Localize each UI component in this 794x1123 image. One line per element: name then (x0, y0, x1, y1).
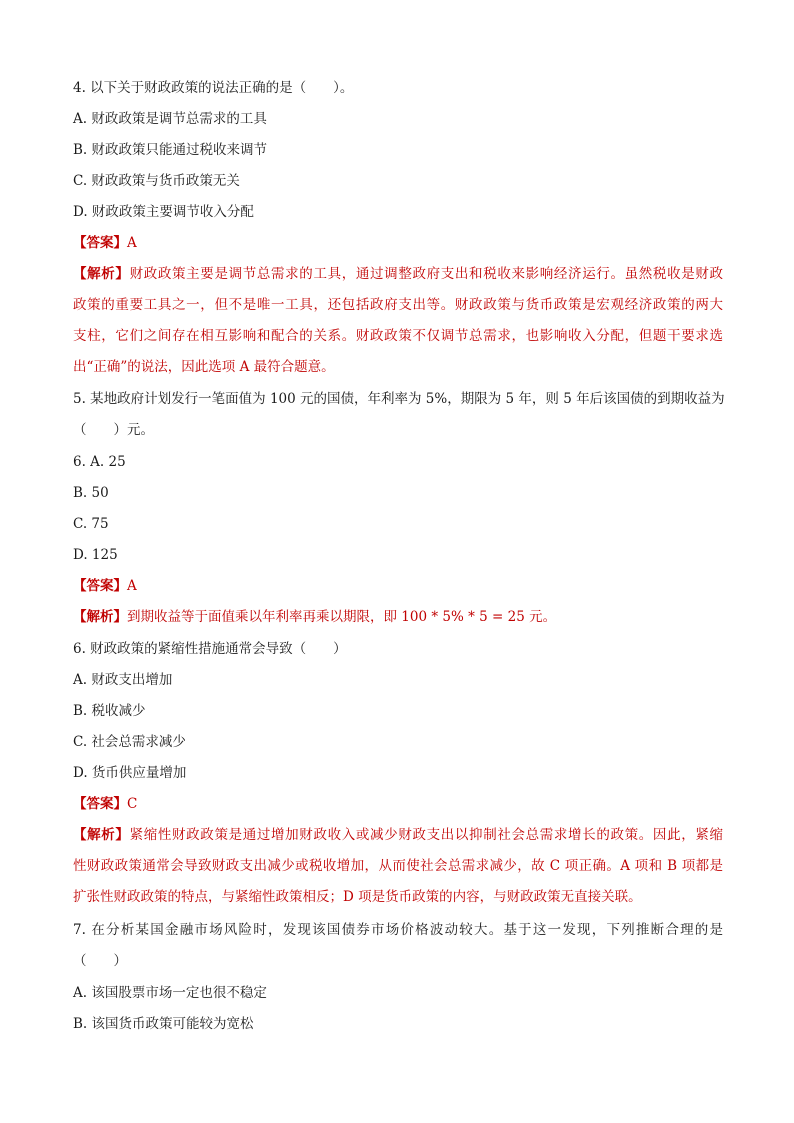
analysis-tag: 【解析】 (73, 266, 130, 282)
question-6-stem: 6. 财政政策的紧缩性措施通常会导致（ ） (73, 641, 347, 657)
question-4-analysis-line-2: 政策的重要工具之一，但不是唯一工具，还包括政府支出等。财政政策与货币政策是宏观经济政策的两大 (73, 297, 723, 313)
question-7-option-b: B. 该国货币政策可能较为宽松 (73, 1016, 254, 1032)
analysis-text: 紧缩性财政政策是通过增加财政收入或减少财政支出以抑制社会总需求增长的政策。因此，紧缩 (129, 827, 723, 843)
question-5-option-c: C. 75 (73, 516, 109, 532)
question-4-option-a: A. 财政政策是调节总需求的工具 (73, 111, 267, 127)
question-4-answer (73, 234, 723, 252)
question-5-stem-line-1: 5. 某地政府计划发行一笔面值为 100 元的国债，年利率为 5%，期限为 5 年，则 5 年后该国债的到期收益为 (73, 391, 725, 407)
question-6-analysis-line-2: 性财政政策通常会导致财政支出减少或税收增加，从而使社会总需求减少，故 C 项正确。A 项和 B 项都是 (73, 858, 723, 874)
question-5-option-d: D. 125 (73, 547, 118, 563)
question-5-answer (73, 577, 723, 595)
question-4-option-d: D. 财政政策主要调节收入分配 (73, 204, 254, 220)
question-4-analysis-line-4: 出“正确”的说法，因此选项 A 最符合题意。 (73, 359, 335, 375)
answer-value: C (127, 796, 138, 812)
answer-tag: 【答案】 (73, 578, 127, 594)
analysis-tag: 【解析】 (73, 827, 130, 843)
question-7-option-a: A. 该国股票市场一定也很不稳定 (73, 985, 267, 1001)
question-6-option-d: D. 货币供应量增加 (73, 765, 187, 781)
question-5-analysis-line-1 (73, 608, 723, 626)
answer-tag: 【答案】 (73, 796, 127, 812)
question-4-analysis-line-1 (73, 265, 723, 283)
question-6-answer (73, 795, 723, 813)
question-6-option-a: A. 财政支出增加 (73, 672, 173, 688)
question-4-analysis-line-3: 支柱，它们之间存在相互影响和配合的关系。财政政策不仅调节总需求，也影响收入分配，但题干要求选 (73, 328, 723, 344)
question-6-option-c: C. 社会总需求减少 (73, 734, 186, 750)
question-5-option-b: B. 50 (73, 485, 109, 501)
analysis-text: 财政政策主要是调节总需求的工具，通过调整政府支出和税收来影响经济运行。虽然税收是财政 (129, 266, 723, 282)
question-6-analysis-line-3: 扩张性财政政策的特点，与紧缩性政策相反；D 项是货币政策的内容，与财政政策无直接关联。 (73, 889, 642, 905)
question-6-analysis-line-1 (73, 826, 723, 844)
question-7-stem-line-2: （ ） (73, 953, 127, 969)
question-4-option-b: B. 财政政策只能通过税收来调节 (73, 142, 268, 158)
answer-value: A (127, 578, 137, 594)
question-5-option-a: 6. A. 25 (73, 454, 126, 470)
question-7-stem-line-1: 7. 在分析某国金融市场风险时，发现该国债券市场价格波动较大。基于这一发现，下列推断合理的是 (73, 922, 723, 938)
question-6-option-b: B. 税收减少 (73, 703, 146, 719)
analysis-tag: 【解析】 (73, 609, 127, 625)
question-4-option-c: C. 财政政策与货币政策无关 (73, 173, 240, 189)
analysis-text: 到期收益等于面值乘以年利率再乘以期限，即 100 * 5% * 5 = 25 元。 (127, 609, 557, 625)
answer-value: A (127, 235, 137, 251)
question-5-stem-line-2: （ ）元。 (73, 422, 154, 438)
question-4-stem: 4. 以下关于财政政策的说法正确的是（ ）。 (73, 80, 354, 96)
answer-tag: 【答案】 (73, 235, 127, 251)
